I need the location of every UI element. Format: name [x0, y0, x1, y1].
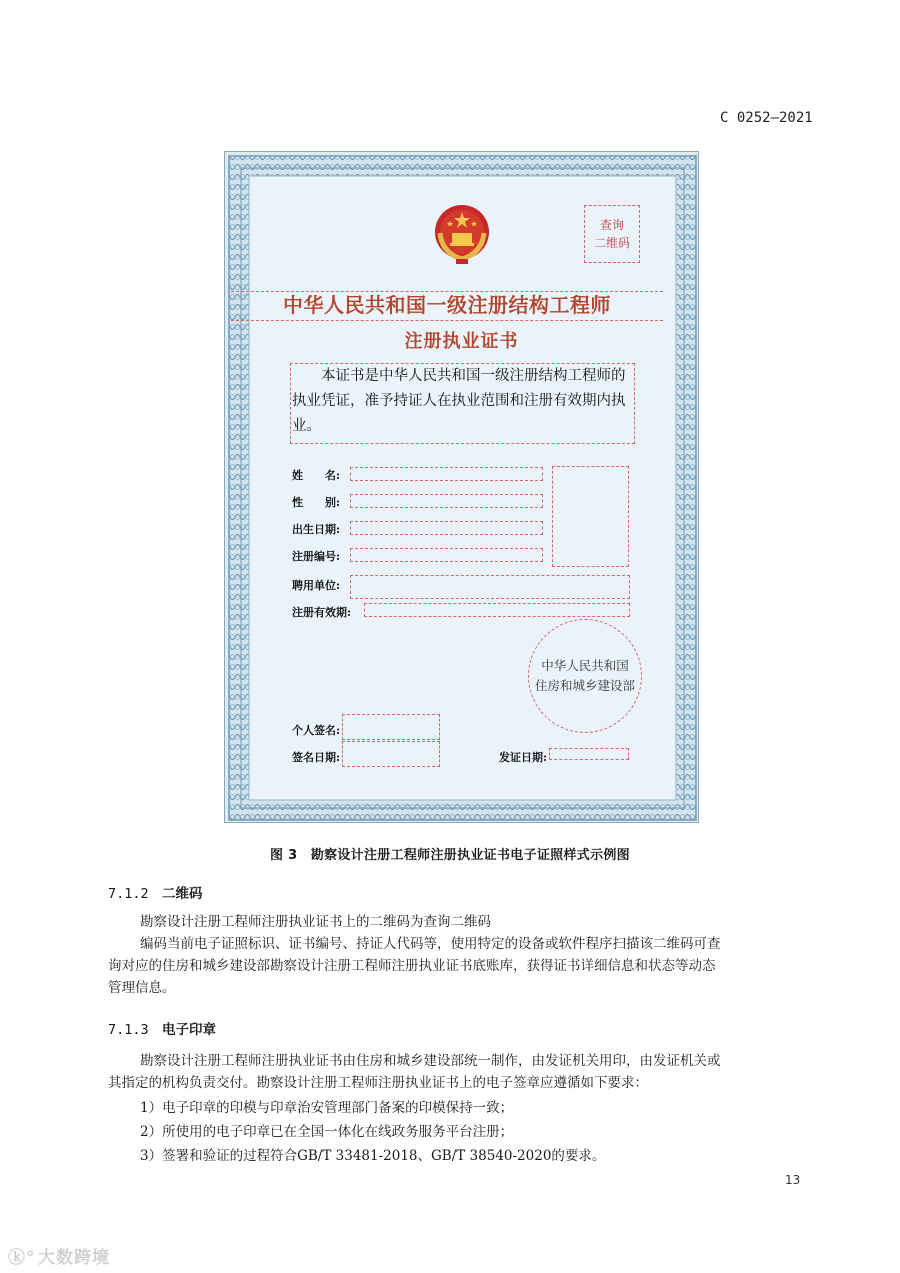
section-number: 7.1.3 [108, 1022, 149, 1038]
certificate-subtitle: 注册执业证书 [404, 331, 519, 352]
field-value-validity [364, 603, 630, 617]
intro-text [292, 364, 632, 439]
field-value-gender [350, 494, 543, 508]
paragraph-line: 询对应的住房和城乡建设部勘察设计注册工程师注册执业证书底账库，获得证书详细信息和状态等动态 [108, 958, 716, 974]
field-label-validity: 注册有效期: [292, 606, 352, 619]
photo-placeholder [552, 466, 629, 567]
intro-paragraph: 本证书是中华人民共和国一级注册结构工程师的执业凭证，准予持证人在执业范围和注册有效期内执业。 [292, 368, 626, 434]
list-item: 2）所使用的电子印章已在全国一体化在线政务服务平台注册； [140, 1124, 514, 1140]
list-item: 1）电子印章的印模与印章治安管理部门备案的印模保持一致； [140, 1100, 514, 1116]
national-emblem-icon [432, 203, 492, 265]
field-label-sign-date: 签名日期: [292, 751, 341, 764]
field-value-signature [342, 714, 440, 740]
paragraph-line: 编码当前电子证照标识、证书编号、持证人代码等，使用特定的设备或软件程序扫描该二维码可查 [140, 936, 721, 952]
watermark-text: 大数跨境 [38, 1248, 110, 1268]
section-number: 7.1.2 [108, 886, 149, 902]
field-value-reg-number [350, 548, 543, 562]
official-seal [528, 619, 642, 733]
field-label-birth-date: 出生日期: [292, 523, 341, 536]
field-label-name: 姓 名: [292, 469, 341, 482]
field-label-gender: 性 别: [292, 496, 341, 509]
list-item: 3）签署和验证的过程符合GB/T 33481-2018、GB/T 38540-2020的要求。 [140, 1148, 606, 1164]
field-label-issue-date: 发证日期: [499, 751, 548, 764]
field-value-sign-date [342, 741, 440, 767]
paragraph-line: 管理信息。 [108, 980, 176, 996]
section-title: 二维码 [162, 886, 203, 902]
section-title: 电子印章 [162, 1022, 216, 1038]
figure-caption: 图 3 勘察设计注册工程师注册执业证书电子证照样式示例图 [270, 848, 630, 863]
paragraph: 勘察设计注册工程师注册执业证书上的二维码为查询二维码 [140, 914, 491, 930]
field-label-reg-number: 注册编号: [292, 550, 341, 563]
seal-line2: 住房和城乡建设部 [534, 678, 635, 693]
section-heading-713 [108, 1018, 216, 1038]
field-label-signature: 个人签名: [292, 724, 341, 737]
watermark-logo-icon: ⓚ° [8, 1248, 36, 1268]
paragraph-line: 其指定的机构负责交付。勘察设计注册工程师注册执业证书上的电子签章应遵循如下要求： [108, 1075, 648, 1091]
watermark [8, 1243, 110, 1268]
section-heading-712 [108, 882, 203, 902]
qr-label-line1: 查询 [599, 218, 624, 232]
field-value-employer [350, 575, 630, 599]
seal-line1: 中华人民共和国 [541, 658, 629, 673]
field-value-birth-date [350, 521, 543, 535]
certificate-title: 中华人民共和国一级注册结构工程师 [283, 293, 611, 317]
page-number: 13 [785, 1173, 801, 1187]
paragraph-line: 勘察设计注册工程师注册执业证书由住房和城乡建设部统一制作，由发证机关用印，由发证机关或 [140, 1053, 721, 1069]
document-number: C 0252—2021 [720, 110, 813, 126]
field-value-issue-date [549, 748, 629, 760]
field-label-employer: 聘用单位: [292, 579, 341, 592]
qr-label-line2: 二维码 [593, 236, 630, 250]
field-value-name [350, 467, 543, 481]
qr-code-placeholder [584, 205, 640, 263]
